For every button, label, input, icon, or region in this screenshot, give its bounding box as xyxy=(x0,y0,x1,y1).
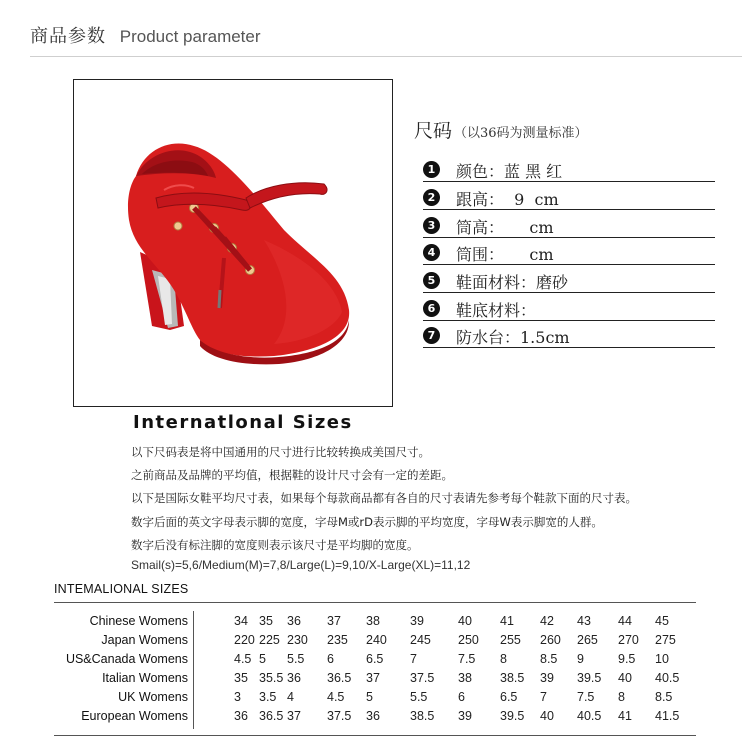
table-cell: 225 xyxy=(259,633,280,647)
table-cell: 6 xyxy=(458,690,465,704)
table-cell: 34 xyxy=(234,614,248,628)
spec-item-text: 鞋底材料： xyxy=(456,301,537,320)
table-cell: 5.5 xyxy=(287,652,305,666)
table-cell: 7.5 xyxy=(577,690,595,704)
table-cell: 39 xyxy=(410,614,424,628)
table-cell: 39 xyxy=(540,671,554,685)
spec-item-text: 筒围： cm xyxy=(456,245,554,264)
row-label: Italian Womens xyxy=(102,671,188,685)
table-row xyxy=(40,652,700,670)
number-badge-icon: 1 xyxy=(423,161,440,178)
table-cell: 37.5 xyxy=(327,709,352,723)
table-cell: 41.5 xyxy=(655,709,680,723)
table-cell: 9 xyxy=(577,652,584,666)
table-cell: 245 xyxy=(410,633,431,647)
spec-item-shaft-height xyxy=(423,215,715,238)
table-cell: 8 xyxy=(618,690,625,704)
number-badge-icon: 4 xyxy=(423,244,440,261)
table-cell: 37 xyxy=(287,709,301,723)
table-cell: 36 xyxy=(287,671,301,685)
table-cell: 5 xyxy=(366,690,373,704)
table-cell: 3 xyxy=(234,690,241,704)
table-cell: 37.5 xyxy=(410,671,435,685)
table-cell: 36.5 xyxy=(327,671,352,685)
table-cell: 6.5 xyxy=(366,652,384,666)
table-cell: 41 xyxy=(618,709,632,723)
size-note: 数字后面的英文字母表示脚的宽度，字母M或rD表示脚的平均宽度，字母W表示脚宽的人群。 xyxy=(131,515,603,529)
table-cell: 39 xyxy=(458,709,472,723)
spec-item-sole-material xyxy=(423,298,715,321)
table-cell: 8 xyxy=(500,652,507,666)
table-cell: 43 xyxy=(577,614,591,628)
table-row xyxy=(40,690,700,708)
row-label: Chinese Womens xyxy=(89,614,188,628)
spec-item-heel-height xyxy=(423,187,715,210)
table-cell: 240 xyxy=(366,633,387,647)
table-cell: 39.5 xyxy=(500,709,525,723)
table-cell: 8.5 xyxy=(540,652,558,666)
table-cell: 39.5 xyxy=(577,671,602,685)
table-row xyxy=(40,709,700,727)
table-cell: 38.5 xyxy=(500,671,525,685)
table-cell: 35 xyxy=(259,614,273,628)
table-cell: 38 xyxy=(366,614,380,628)
spec-item-text: 颜色：蓝 黑 红 xyxy=(456,162,563,181)
table-cell: 220 xyxy=(234,633,255,647)
number-badge-icon: 5 xyxy=(423,272,440,289)
page-header xyxy=(30,22,261,48)
table-cell: 42 xyxy=(540,614,554,628)
table-cell: 3.5 xyxy=(259,690,277,704)
international-sizes-title: Internatlonal Sizes xyxy=(133,412,353,433)
size-note: 以下尺码表是将中国通用的尺寸进行比较转换成美国尺寸。 xyxy=(131,445,430,459)
spec-item-text: 鞋面材料：磨砂 xyxy=(456,273,569,292)
table-cell: 38 xyxy=(458,671,472,685)
row-label: Japan Womens xyxy=(101,633,188,647)
table-cell: 36 xyxy=(366,709,380,723)
table-cell: 7 xyxy=(410,652,417,666)
product-photo xyxy=(73,79,393,407)
table-cell: 40.5 xyxy=(577,709,602,723)
table-cell: 38.5 xyxy=(410,709,435,723)
table-row xyxy=(40,633,700,651)
table-cell: 36 xyxy=(287,614,301,628)
table-cell: 35.5 xyxy=(259,671,284,685)
spec-title-note: （以36码为测量标准） xyxy=(454,126,588,141)
table-cell: 260 xyxy=(540,633,561,647)
table-cell: 40 xyxy=(458,614,472,628)
spec-item-text: 防水台：1.5cm xyxy=(456,328,570,347)
table-cell: 275 xyxy=(655,633,676,647)
table-cell: 45 xyxy=(655,614,669,628)
table-row xyxy=(40,614,700,632)
size-note: 之前商品及品牌的平均值，根据鞋的设计尺寸会有一定的差距。 xyxy=(131,468,453,482)
table-cell: 40.5 xyxy=(655,671,680,685)
table-cell: 10 xyxy=(655,652,669,666)
spec-item-text: 跟高： 9 cm xyxy=(456,190,559,209)
table-cell: 40 xyxy=(540,709,554,723)
table-cell: 8.5 xyxy=(655,690,673,704)
table-cell: 36 xyxy=(234,709,248,723)
spec-item-text: 筒高： cm xyxy=(456,218,554,237)
number-badge-icon: 6 xyxy=(423,300,440,317)
spec-title xyxy=(414,116,588,143)
table-bottom-rule xyxy=(54,735,696,736)
table-cell: 235 xyxy=(327,633,348,647)
table-cell: 4.5 xyxy=(327,690,345,704)
table-cell: 7.5 xyxy=(458,652,476,666)
table-cell: 270 xyxy=(618,633,639,647)
number-badge-icon: 3 xyxy=(423,217,440,234)
table-top-rule xyxy=(54,602,696,603)
number-badge-icon: 2 xyxy=(423,189,440,206)
table-cell: 7 xyxy=(540,690,547,704)
number-badge-icon: 7 xyxy=(423,327,440,344)
spec-item-shaft-circumference xyxy=(423,242,715,265)
size-note: 数字后没有标注脚的宽度则表示该尺寸是平均脚的宽度。 xyxy=(131,538,419,552)
table-cell: 6 xyxy=(327,652,334,666)
table-cell: 40 xyxy=(618,671,632,685)
table-row xyxy=(40,671,700,689)
table-cell: 265 xyxy=(577,633,598,647)
row-label: European Womens xyxy=(81,709,188,723)
table-cell: 37 xyxy=(327,614,341,628)
table-cell: 36.5 xyxy=(259,709,284,723)
spec-item-platform xyxy=(423,325,715,348)
table-cell: 5 xyxy=(259,652,266,666)
table-cell: 37 xyxy=(366,671,380,685)
spec-item-color xyxy=(423,159,715,182)
size-table-title: INTEMALIONAL SIZES xyxy=(54,582,189,596)
size-legend: Smail(s)=5,6/Medium(M)=7,8/Large(L)=9,10/X-Large(XL)=11,12 xyxy=(131,558,471,572)
row-label: UK Womens xyxy=(118,690,188,704)
table-cell: 9.5 xyxy=(618,652,636,666)
table-cell: 230 xyxy=(287,633,308,647)
size-note: 以下是国际女鞋平均尺寸表，如果每个每款商品都有各自的尺寸表请先参考每个鞋款下面的尺寸表。 xyxy=(131,491,637,505)
header-divider xyxy=(30,56,742,57)
table-cell: 41 xyxy=(500,614,514,628)
red-lace-up-bootie-image xyxy=(74,80,392,406)
table-cell: 35 xyxy=(234,671,248,685)
header-title-en: Product parameter xyxy=(119,27,261,46)
table-cell: 44 xyxy=(618,614,632,628)
table-cell: 255 xyxy=(500,633,521,647)
table-cell: 4.5 xyxy=(234,652,252,666)
table-cell: 250 xyxy=(458,633,479,647)
table-cell: 5.5 xyxy=(410,690,428,704)
header-title-cn: 商品参数 xyxy=(30,26,106,47)
row-label: US&Canada Womens xyxy=(65,652,188,666)
spec-item-upper-material xyxy=(423,270,715,293)
spec-title-text: 尺码 xyxy=(414,120,453,142)
table-cell: 6.5 xyxy=(500,690,518,704)
table-cell: 4 xyxy=(287,690,294,704)
